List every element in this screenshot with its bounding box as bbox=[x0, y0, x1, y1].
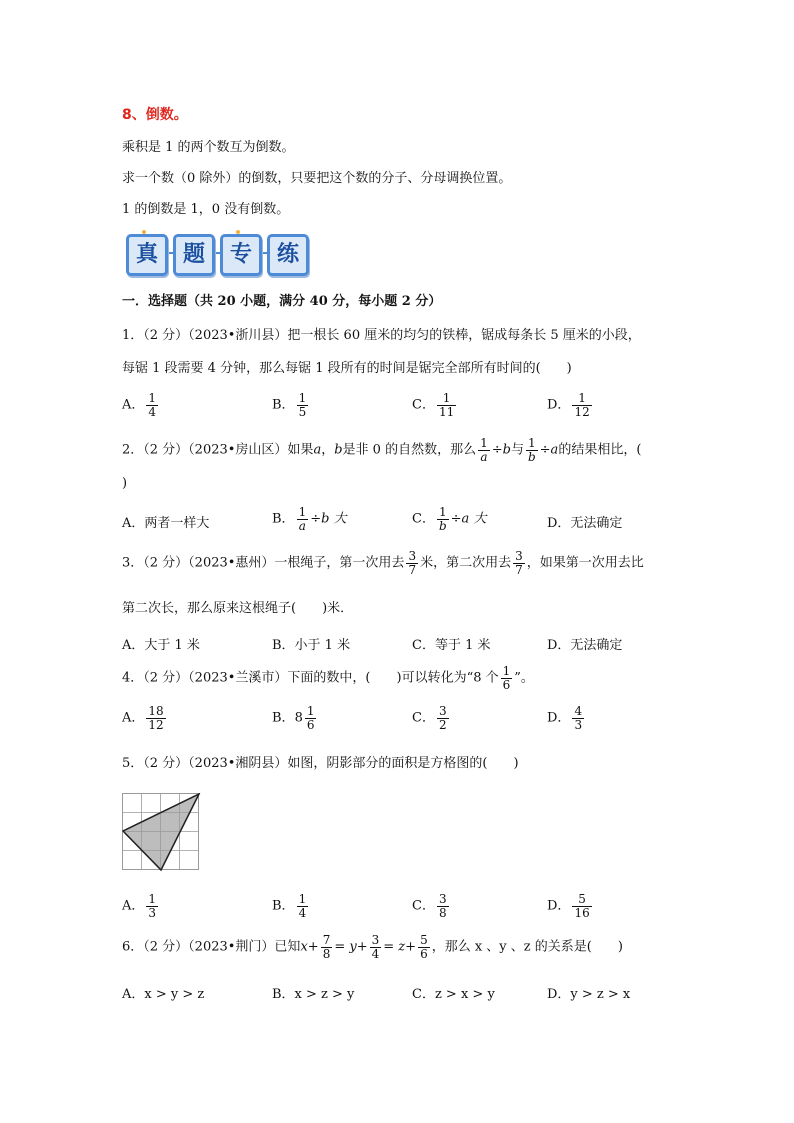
fraction bbox=[513, 550, 525, 576]
numerator: 3 bbox=[371, 933, 380, 947]
banner-char: 专 bbox=[220, 234, 262, 276]
q3-mid: 米，第二次用去 bbox=[420, 555, 512, 571]
var-b: b bbox=[334, 442, 343, 458]
q3-option-d[interactable]: D．无法确定 bbox=[547, 638, 623, 653]
option-label: B． bbox=[272, 397, 295, 413]
q1-option-a[interactable] bbox=[122, 392, 160, 418]
q6-line-1 bbox=[122, 934, 623, 960]
q2-prefix: 2．（2 分）（2023•房山区）如果 bbox=[122, 442, 314, 458]
definition-line-2: 求一个数（0 除外）的倒数，只要把这个数的分子、分母调换位置。 bbox=[122, 171, 512, 186]
var-a: a bbox=[313, 442, 322, 458]
q1-line-1: 1．（2 分）（2023•浙川县）把一根长 60 厘米的均匀的铁棒，锯成每条长 5 厘米的小段， bbox=[122, 328, 641, 343]
denominator: b bbox=[527, 449, 536, 464]
fraction bbox=[297, 893, 309, 919]
numerator: 1 bbox=[298, 391, 307, 405]
fraction bbox=[370, 934, 382, 960]
denominator: 12 bbox=[574, 404, 590, 419]
denominator: a bbox=[297, 519, 309, 533]
q4-suffix: ”。 bbox=[514, 670, 534, 686]
fraction bbox=[297, 392, 309, 418]
option-label: B． bbox=[272, 898, 295, 914]
denominator: 16 bbox=[574, 905, 590, 920]
option-label: A． bbox=[122, 710, 145, 726]
var-x: x bbox=[300, 939, 308, 955]
q4-prefix: 4．（2 分）（2023•兰溪市）下面的数中，( )可以转化为“8 个 bbox=[122, 670, 499, 686]
q3-prefix: 3．（2 分）（2023•惠州）一根绳子，第一次用去 bbox=[122, 555, 405, 571]
numerator: 3 bbox=[438, 704, 447, 718]
banner-char: 真 bbox=[126, 234, 168, 276]
option-tail: ÷b 大 bbox=[310, 511, 347, 527]
option-label: B． bbox=[272, 710, 295, 726]
q3-option-b[interactable]: B．小于 1 米 bbox=[272, 638, 351, 653]
option-label: C． bbox=[412, 397, 435, 413]
denominator: 11 bbox=[438, 404, 455, 419]
numerator: 3 bbox=[438, 892, 447, 906]
numerator: 1 bbox=[148, 391, 157, 405]
numerator: 4 bbox=[574, 704, 583, 718]
option-label: A． bbox=[122, 397, 145, 413]
q4-option-a[interactable] bbox=[122, 705, 168, 731]
q6-option-b[interactable]: B．x > z > y bbox=[272, 987, 355, 1002]
q5-option-b[interactable] bbox=[272, 893, 310, 919]
practice-banner bbox=[124, 230, 306, 274]
option-label: A． bbox=[122, 898, 145, 914]
numerator: 7 bbox=[322, 933, 331, 947]
numerator: 1 bbox=[527, 436, 536, 450]
mixed-whole: 8 bbox=[294, 710, 303, 726]
denominator: 4 bbox=[298, 905, 307, 920]
fraction bbox=[406, 550, 418, 576]
numerator: 5 bbox=[420, 933, 428, 947]
q2-line-2: ) bbox=[122, 476, 128, 491]
denominator: 3 bbox=[148, 905, 157, 920]
denominator: 8 bbox=[438, 905, 447, 920]
q2-option-a[interactable]: A．两者一样大 bbox=[122, 516, 210, 531]
fraction bbox=[418, 934, 430, 960]
denominator: 3 bbox=[574, 717, 583, 732]
q4-option-d[interactable] bbox=[547, 705, 586, 731]
numerator: 1 bbox=[306, 704, 315, 718]
plus-sign: + bbox=[356, 939, 368, 955]
option-label: C． bbox=[412, 710, 435, 726]
fraction bbox=[305, 705, 317, 731]
denominator: 2 bbox=[438, 717, 447, 732]
banner-char: 练 bbox=[267, 234, 309, 276]
fraction bbox=[146, 705, 165, 731]
q1-option-b[interactable] bbox=[272, 392, 310, 418]
q6-option-a[interactable]: A．x > y > z bbox=[122, 987, 205, 1002]
part-title: 一．选择题（共 20 小题，满分 40 分，每小题 2 分） bbox=[122, 294, 442, 309]
numerator: 1 bbox=[442, 391, 451, 405]
q3-suffix: ，如果第一次用去比 bbox=[526, 555, 644, 571]
fraction bbox=[437, 506, 449, 532]
denominator: 4 bbox=[148, 404, 157, 419]
definition-line-3: 1 的倒数是 1，0 没有倒数。 bbox=[122, 202, 290, 217]
q3-line-1 bbox=[122, 550, 644, 576]
numerator: 1 bbox=[502, 664, 511, 678]
denominator: 7 bbox=[408, 562, 417, 577]
fraction bbox=[478, 437, 490, 463]
fraction bbox=[321, 934, 333, 960]
fraction bbox=[526, 437, 538, 463]
numerator: 3 bbox=[515, 549, 523, 563]
divide-b: ÷b bbox=[491, 442, 511, 458]
equals-sign: = bbox=[334, 939, 350, 955]
fraction bbox=[437, 392, 456, 418]
q5-text: 5．（2 分）（2023•湘阴县）如图，阴影部分的面积是方格图的( ) bbox=[122, 756, 519, 771]
option-label: C． bbox=[412, 898, 435, 914]
q2-line-1 bbox=[122, 437, 641, 463]
denominator: a bbox=[478, 450, 490, 464]
plus-sign: + bbox=[307, 939, 319, 955]
numerator: 1 bbox=[148, 892, 157, 906]
fraction bbox=[297, 506, 309, 532]
q2-suffix: 的结果相比，( bbox=[558, 442, 642, 458]
divide-a: ÷a bbox=[539, 442, 559, 458]
q5-option-a[interactable] bbox=[122, 893, 160, 919]
option-label: B． bbox=[272, 511, 295, 527]
q4-line-1 bbox=[122, 665, 534, 691]
q5-option-d[interactable] bbox=[547, 893, 594, 919]
numerator: 5 bbox=[578, 892, 586, 906]
denominator: 7 bbox=[515, 562, 523, 577]
and-word: 与 bbox=[510, 442, 524, 458]
var-z: z bbox=[398, 939, 406, 955]
q3-line-2: 第二次长，那么原来这根绳子( )米． bbox=[122, 601, 354, 616]
denominator: 5 bbox=[298, 404, 307, 419]
numerator: 3 bbox=[408, 549, 417, 563]
numerator: 1 bbox=[480, 436, 488, 450]
equals-sign: = bbox=[383, 939, 399, 955]
q4-option-b[interactable] bbox=[272, 705, 318, 731]
fraction bbox=[572, 893, 591, 919]
q6-suffix: ，那么 x 、y 、z 的关系是( ) bbox=[431, 939, 623, 955]
q3-option-a[interactable]: A．大于 1 米 bbox=[122, 638, 200, 653]
fraction bbox=[437, 893, 449, 919]
option-label: D． bbox=[547, 898, 571, 914]
q5-option-c[interactable] bbox=[412, 893, 451, 919]
banner-dot bbox=[236, 230, 240, 234]
denominator: 12 bbox=[148, 717, 164, 732]
q2-option-b[interactable] bbox=[272, 506, 347, 532]
denominator: 6 bbox=[502, 677, 511, 692]
q2-option-c[interactable] bbox=[412, 506, 486, 532]
option-label: D． bbox=[547, 397, 571, 413]
q1-option-c[interactable] bbox=[412, 392, 458, 418]
denominator: 4 bbox=[371, 946, 380, 961]
numerator: 1 bbox=[438, 505, 447, 519]
option-tail: ÷a 大 bbox=[450, 511, 487, 527]
denominator: 8 bbox=[322, 946, 331, 961]
numerator: 1 bbox=[298, 505, 307, 519]
q1-option-d[interactable] bbox=[547, 392, 594, 418]
comma: ， bbox=[321, 442, 335, 458]
q4-option-c[interactable] bbox=[412, 705, 451, 731]
numerator: 18 bbox=[148, 704, 164, 718]
banner-char: 题 bbox=[173, 234, 215, 276]
option-label: C． bbox=[412, 511, 435, 527]
fraction bbox=[572, 392, 591, 418]
q6-option-d[interactable]: D．y > z > x bbox=[547, 987, 631, 1002]
banner-dot bbox=[142, 230, 146, 234]
denominator: 6 bbox=[306, 717, 315, 732]
fraction bbox=[146, 392, 158, 418]
plus-sign: + bbox=[405, 939, 417, 955]
denominator: b bbox=[438, 518, 447, 533]
fraction bbox=[572, 705, 584, 731]
numerator: 1 bbox=[298, 892, 307, 906]
numerator: 1 bbox=[578, 391, 586, 405]
option-label: D． bbox=[547, 710, 571, 726]
q2-option-d[interactable]: D．无法确定 bbox=[547, 516, 623, 531]
definition-line-1: 乘积是 1 的两个数互为倒数。 bbox=[122, 140, 295, 155]
section-title: 8、倒数。 bbox=[122, 107, 188, 123]
fraction bbox=[437, 705, 449, 731]
fraction bbox=[146, 893, 158, 919]
fraction bbox=[501, 665, 513, 691]
q3-option-c[interactable]: C．等于 1 米 bbox=[412, 638, 491, 653]
q6-option-c[interactable]: C．z > x > y bbox=[412, 987, 495, 1002]
var-y: y bbox=[349, 939, 357, 955]
q1-line-2: 每锯 1 段需要 4 分钟，那么每锯 1 段所有的时间是锯完全部所有时间的( ) bbox=[122, 361, 572, 376]
q6-prefix: 6．（2 分）（2023•荆门）已知 bbox=[122, 939, 301, 955]
denominator: 6 bbox=[420, 946, 428, 961]
q2-mid: 是非 0 的自然数，那么 bbox=[342, 442, 477, 458]
grid-figure bbox=[122, 793, 202, 873]
